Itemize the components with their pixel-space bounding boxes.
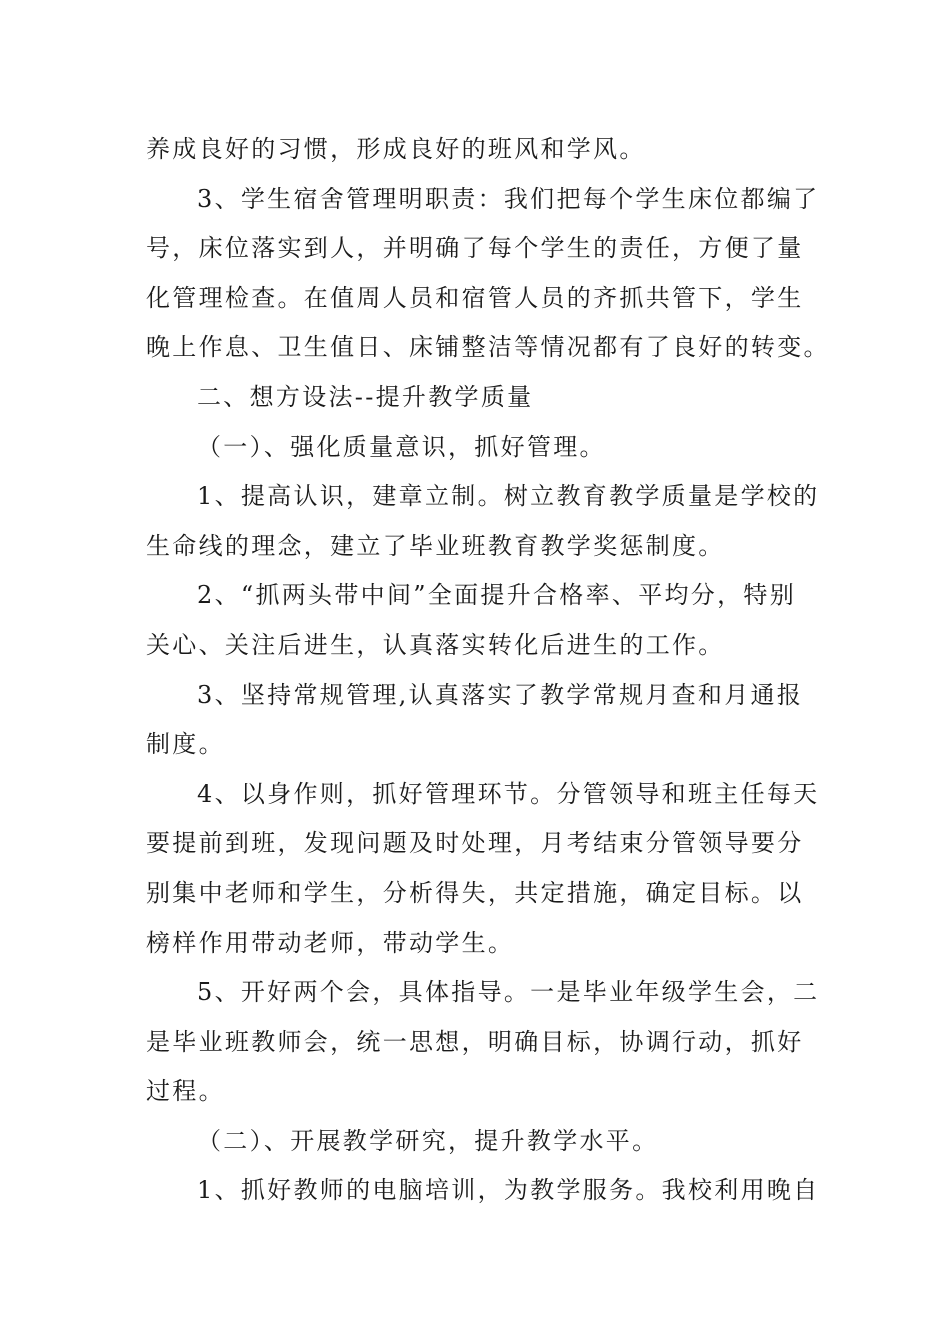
text-line: 制度。: [146, 730, 225, 759]
text-line: 生命线的理念，建立了毕业班教育教学奖惩制度。: [146, 531, 725, 560]
text-line: 3、坚持常规管理,认真落实了教学常规月查和月通报: [197, 680, 804, 709]
text-line: 化管理检查。在值周人员和宿管人员的齐抓共管下，学生: [146, 283, 804, 312]
text-line: 1、提高认识，建章立制。树立教育教学质量是学校的: [197, 482, 820, 511]
text-line: 关心、关注后进生，认真落实转化后进生的工作。: [146, 630, 725, 659]
text-line: 榜样作用带动老师，带动学生。: [146, 928, 515, 957]
text-line: 别集中老师和学生，分析得失，共定措施，确定目标。以: [146, 878, 804, 907]
text-line: 5、开好两个会，具体指导。一是毕业年级学生会，二: [197, 978, 820, 1007]
text-line: 要提前到班，发现问题及时处理，月考结束分管领导要分: [146, 829, 804, 858]
text-line: 2、“抓两头带中间”全面提升合格率、平均分，特别: [197, 581, 797, 610]
text-line: 晚上作息、卫生值日、床铺整洁等情况都有了良好的转变。: [146, 333, 830, 362]
text-line: 1、抓好教师的电脑培训，为教学服务。我校利用晚自: [197, 1176, 820, 1205]
section-heading: 二、想方设法--提升教学质量: [197, 382, 534, 411]
text-line: 3、学生宿舍管理明职责：我们把每个学生床位都编了: [197, 184, 820, 213]
text-line: 号，床位落实到人，并明确了每个学生的责任，方便了量: [146, 234, 804, 263]
document-body: [146, 125, 830, 1216]
text-line: 养成良好的习惯，形成良好的班风和学风。: [146, 135, 646, 163]
text-line: 4、以身作则，抓好管理环节。分管领导和班主任每天: [197, 779, 820, 808]
text-line: 是毕业班教师会，统一思想，明确目标，协调行动，抓好: [146, 1027, 804, 1056]
subsection-heading: （一）、强化质量意识，抓好管理。: [197, 432, 606, 461]
subsection-heading: （二）、开展教学研究，提升教学水平。: [197, 1126, 659, 1155]
text-line: 过程。: [146, 1077, 225, 1106]
